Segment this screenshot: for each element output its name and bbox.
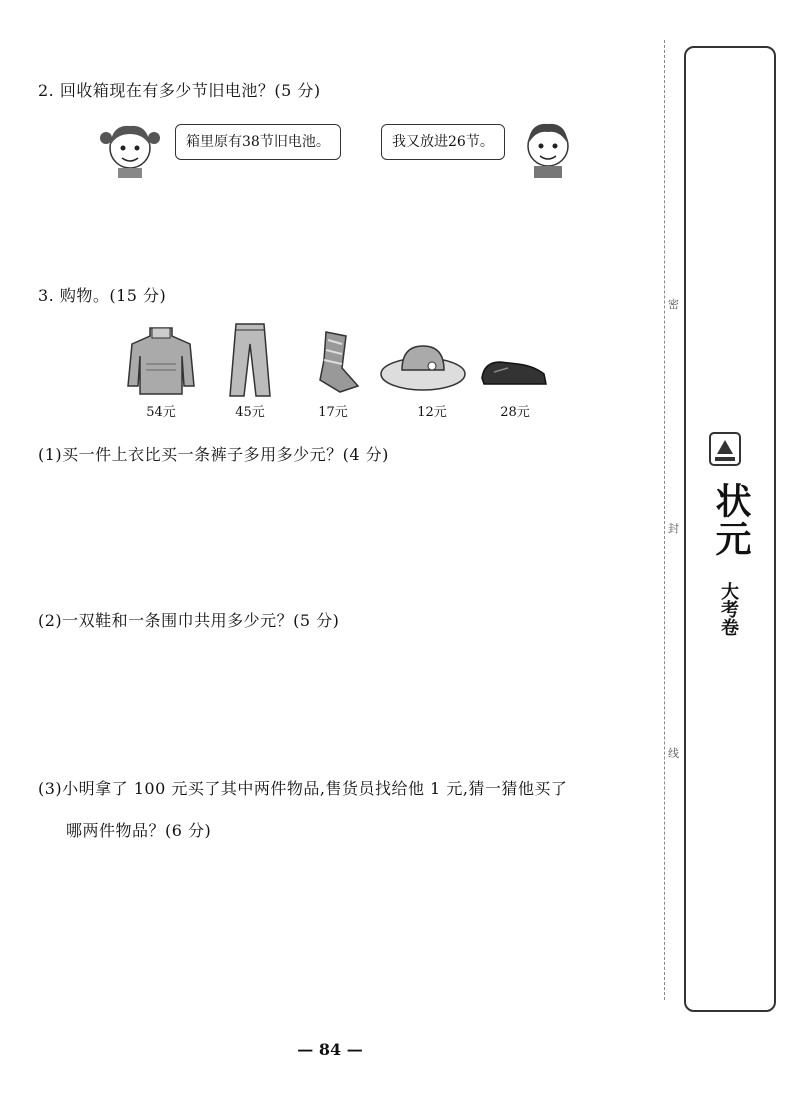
item-price: 28元: [500, 405, 530, 420]
shoes-icon: [478, 352, 550, 388]
question-3-2: (2)一双鞋和一条围巾共用多少元？(5 分): [38, 611, 340, 630]
girl-speech-bubble: 箱里原有38节旧电池。: [175, 124, 341, 160]
logo-badge-icon: [709, 432, 741, 466]
brand-logo: [705, 432, 751, 662]
seal-char-feng: 封: [668, 522, 679, 535]
logo-text: 状元: [710, 482, 751, 558]
question-3-3-line1: (3)小明拿了 100 元买了其中两件物品,售货员找给他 1 元,猜一猜他买了: [38, 779, 568, 798]
item-price: 45元: [235, 405, 265, 420]
boy-illustration: [520, 116, 576, 178]
page-number: — 84 —: [297, 1040, 363, 1059]
question-3-3-line2: 哪两件物品？(6 分): [66, 821, 212, 840]
scarf-icon: [306, 328, 362, 394]
logo-subtext: 大考卷: [718, 582, 739, 636]
question-3-title: 3. 购物。(15 分): [38, 286, 167, 305]
seal-char-mi: 密: [668, 298, 679, 311]
item-price: 54元: [146, 405, 176, 420]
boy-speech-bubble: 我又放进26节。: [381, 124, 505, 160]
binding-dashed-line: [664, 40, 665, 1000]
pants-icon: [228, 322, 272, 398]
girl-illustration: [100, 116, 160, 178]
item-price: 12元: [417, 405, 447, 420]
sweater-icon: [126, 324, 196, 396]
item-price: 17元: [318, 405, 348, 420]
question-3-1: (1)买一件上衣比买一条裤子多用多少元？(4 分): [38, 445, 389, 464]
question-2-title: 2. 回收箱现在有多少节旧电池？(5 分): [38, 81, 321, 100]
hat-icon: [378, 340, 468, 394]
seal-char-xian: 线: [668, 747, 679, 760]
